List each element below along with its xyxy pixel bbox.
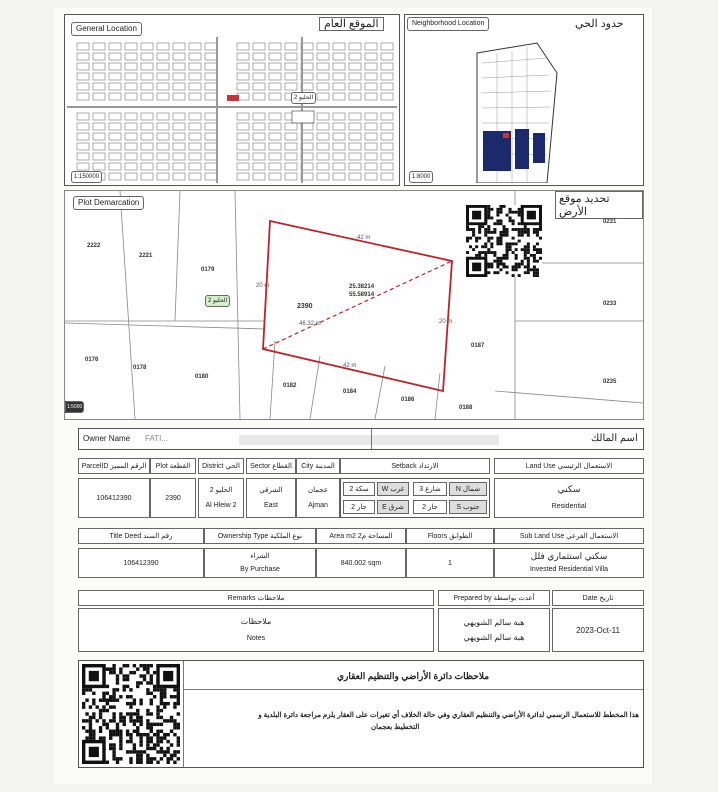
plot-block-label: الحليو 2 <box>205 295 230 307</box>
owner-name-label-en: Owner Name <box>83 434 131 443</box>
setback-west: W غرب <box>377 482 409 496</box>
district-header: District الحي <box>198 458 244 474</box>
ownership-value-en: By Purchase <box>240 566 280 573</box>
neighborhood-title-ar: حدود الحي <box>575 18 624 30</box>
floors-value: 1 <box>406 548 494 578</box>
prepared-by-value-1: هبة سالم الشويهي <box>463 618 525 627</box>
plot-coords-2: 55.58914 <box>349 292 375 298</box>
neighbor-0231: 0231 <box>603 219 617 225</box>
neighbor-0188: 0188 <box>459 405 473 411</box>
neighbor-0180: 0180 <box>195 374 209 380</box>
district-value-en: Al Hleiw 2 <box>205 502 237 509</box>
sub-land-use-header: Sub Land Use الاستعمال الفرعي <box>494 528 644 544</box>
setback-south: S جنوب <box>449 500 487 514</box>
city-value-en: Ajman <box>308 502 328 509</box>
ownership-value <box>204 548 316 578</box>
neighbor-0187: 0187 <box>471 343 485 349</box>
neighborhood-panel <box>404 14 644 186</box>
sub-land-use-value-ar: سكني استثماري فلل <box>530 551 608 561</box>
footer-title-divider <box>183 689 643 690</box>
neighbor-2221: 2221 <box>139 253 153 259</box>
setback-south-value: جار 2 <box>413 500 447 514</box>
remarks-header: Remarks ملاحظات <box>78 590 434 606</box>
neighbor-0176: 0176 <box>85 357 99 363</box>
plot-number: 2390 <box>297 303 313 310</box>
general-location-panel <box>64 14 400 186</box>
floors-header: Floors الطوابق <box>406 528 494 544</box>
footer-title: ملاحظات دائرة الأراضي والتنظيم العقاري <box>336 671 490 681</box>
general-location-title-ar: الموقع العام <box>319 17 384 31</box>
sector-value-ar: الشرقي <box>259 487 283 494</box>
sector-value <box>246 478 296 518</box>
neighborhood-scale: 1:8000 <box>409 171 433 183</box>
date-header: Date تاريخ <box>552 590 644 606</box>
neighborhood-map <box>407 33 641 183</box>
notes-value <box>78 608 434 652</box>
land-use-value-en: Residential <box>551 503 587 510</box>
plot-demarcation-title-ar: تحديد موقع الأرض <box>555 191 643 219</box>
notes-value-en: Notes <box>246 635 266 642</box>
title-deed-value: 106412390 <box>78 548 204 578</box>
notes-value-ar: ملاحظات <box>240 617 272 626</box>
plot-demarcation-drawing <box>65 191 643 419</box>
owner-name-label-ar: اسم المالك <box>591 433 638 444</box>
neighbor-0233: 0233 <box>603 301 617 307</box>
setback-grid <box>340 478 490 518</box>
owner-divider <box>371 429 372 449</box>
setback-east-value: جار 2 <box>343 500 375 514</box>
title-deed-header: Title Deed رقم السند <box>78 528 204 544</box>
parcel-id-value: 106412390 <box>78 478 150 518</box>
sector-value-en: East <box>263 502 278 509</box>
ownership-value-ar: الشراء <box>250 553 270 560</box>
neighbor-0178: 0178 <box>133 365 147 371</box>
owner-redaction <box>239 435 499 445</box>
neighbor-0235: 0235 <box>603 379 617 385</box>
neighborhood-title-en: Neighborhood Location <box>407 17 489 31</box>
parcel-id-header: ParcelID الرقم المميز <box>78 458 150 474</box>
sub-land-use-value <box>494 548 644 578</box>
area-header: Area m2 المساحة م2 <box>316 528 406 544</box>
area-value: 840.002 sqm <box>316 548 406 578</box>
edge-top: 42 m <box>357 235 371 241</box>
city-value <box>296 478 340 518</box>
neighbor-0182: 0182 <box>283 383 297 389</box>
plot-value: 2390 <box>150 478 196 518</box>
prepared-by-value-2: هبة سالم الشويهي <box>463 633 525 642</box>
neighbor-0184: 0184 <box>343 389 357 395</box>
plot-coords-1: 25.38214 <box>349 284 375 290</box>
qr-code-top <box>466 205 542 277</box>
setback-west-value: سكة 2 <box>343 482 375 496</box>
general-location-marker-label: الحليو 2 <box>291 92 316 104</box>
plot-demarcation-title-en: Plot Demarcation <box>73 196 144 210</box>
prepared-by-header: Prepared by أعدت بواسطة <box>438 590 550 606</box>
edge-diagonal: 46.32 m <box>299 321 321 327</box>
setback-north-value: شارع 3 <box>413 482 447 496</box>
neighbor-0186: 0186 <box>401 397 415 403</box>
qr-code-bottom <box>82 664 180 764</box>
neighbor-0179: 0179 <box>201 267 215 273</box>
ownership-header: Ownership Type نوع الملكية <box>204 528 316 544</box>
prepared-by-value <box>438 608 550 652</box>
city-header: City المدينة <box>296 458 340 474</box>
sector-header: Sector القطاع <box>246 458 296 474</box>
district-value-ar: الحليو 2 <box>209 487 233 494</box>
edge-left: 20 m <box>256 283 270 289</box>
general-location-title-en: General Location <box>71 22 142 36</box>
footer-text-2: التخطيط بعجمان <box>371 724 420 731</box>
setback-north: N شمال <box>449 482 487 496</box>
owner-row <box>78 428 644 450</box>
sub-land-use-value-en: Invested Residential Villa <box>529 566 609 573</box>
plot-header: Plot القطعة <box>150 458 196 474</box>
neighbor-2222: 2222 <box>87 243 101 249</box>
edge-bottom: 42 m <box>343 363 357 369</box>
land-use-header: Land Use الاستعمال الرئيسي <box>494 458 644 474</box>
land-use-value <box>494 478 644 518</box>
general-location-map <box>67 37 397 183</box>
general-scale: 1:150000 <box>71 171 102 183</box>
setback-east: E شرق <box>377 500 409 514</box>
district-value <box>198 478 244 518</box>
plot-demarcation-panel <box>64 190 644 420</box>
date-value: 2023-Oct-11 <box>552 608 644 652</box>
city-value-ar: عجمان <box>307 487 328 494</box>
owner-name-value: FATI... <box>145 434 168 443</box>
setback-header: Setback الارتداد <box>340 458 490 474</box>
footer-text-1: هذا المخطط للاستعمال الرسمي لدائرة الأراضي والتنظيم العقاري وفي حالة الخلاف أي تغيرات على العقار يلزم مراجعة دائرة البلدية و <box>258 712 639 719</box>
land-use-value-ar: سكني <box>557 484 581 494</box>
plot-scale: 1:5000 <box>65 401 84 413</box>
edge-right: 20 m <box>439 319 453 325</box>
